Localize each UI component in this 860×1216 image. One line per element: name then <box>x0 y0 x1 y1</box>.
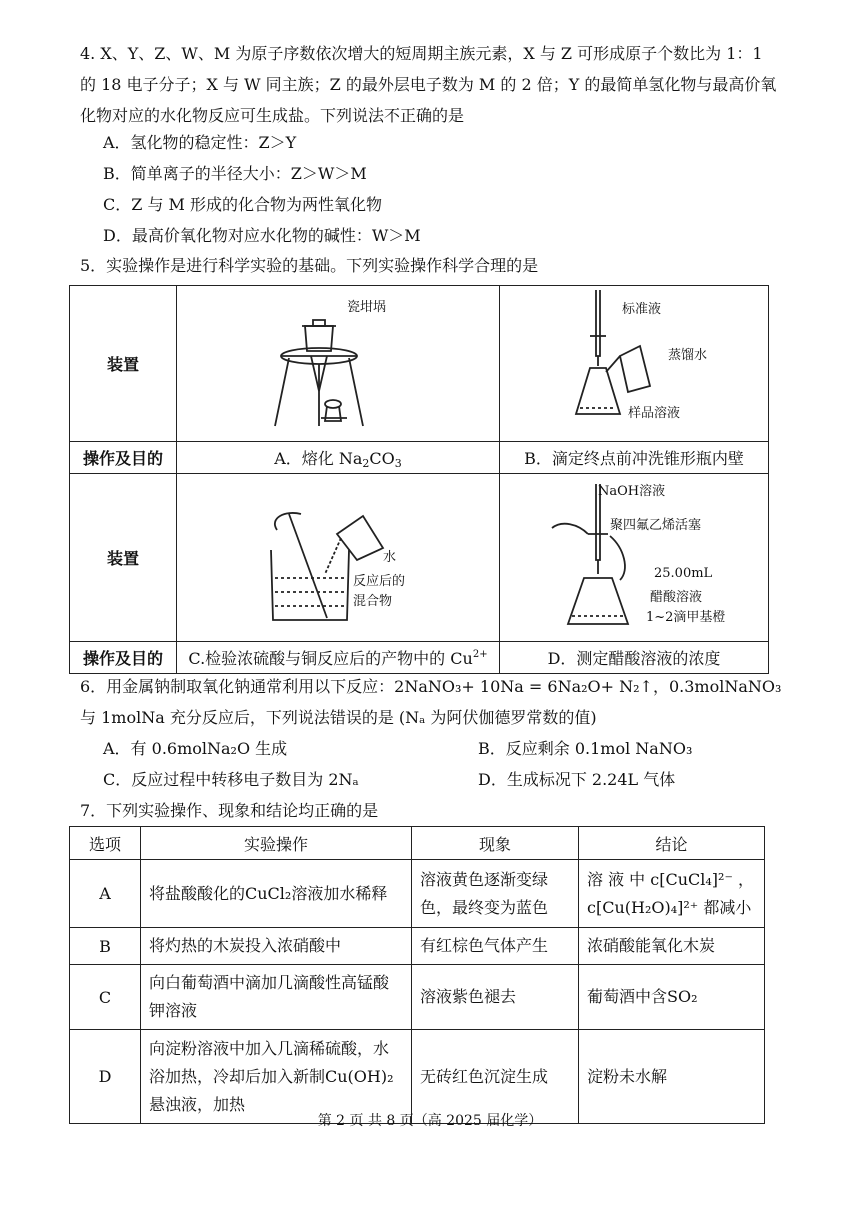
q7-row-operation: 向淀粉溶液中加入几滴稀硫酸，水浴加热，冷却后加入新制Cu(OH)₂悬浊液，加热 <box>149 1038 394 1114</box>
q6-option-a: A．有 0.6molNa₂O 生成 <box>103 739 288 758</box>
q5-device-label-1: 装置 <box>70 286 177 442</box>
methyl-orange-label: 1~2滴甲基橙 <box>646 610 726 625</box>
q5-device-c <box>177 474 500 642</box>
q5-option-d: D．测定醋酸溶液的浓度 <box>500 642 769 674</box>
question-7-stem: 7．下列实验操作、现象和结论均正确的是 <box>80 801 379 820</box>
q7-table <box>69 826 765 1124</box>
q6-option-d: D．生成标况下 2.24L 气体 <box>478 770 676 789</box>
question-4-stem: 4. X、Y、Z、W、M 为原子序数依次增大的短周期主族元素，X 与 Z 可形成原子个数比为 1：1 的 18 电子分子；X 与 W 同主族；Z 的最外层电子数为 M 的 2 倍；Y 的最简单氢化物与最高价氧化物对应的水化物反应可生成盐。下列说法不正确的是 <box>80 44 777 125</box>
q4-option-d: D．最高价氧化物对应水化物的碱性：W＞M <box>103 226 421 245</box>
q7-header-conclusion: 结论 <box>579 827 765 860</box>
q6-option-c: C．反应过程中转移电子数目为 2Nₐ <box>103 770 359 789</box>
table-row <box>70 928 765 965</box>
q5-op-label-1: 操作及目的 <box>70 442 177 474</box>
table-row <box>70 965 765 1030</box>
q5-device-d <box>500 474 769 642</box>
q5-option-b: B．滴定终点前冲洗锥形瓶内壁 <box>500 442 769 474</box>
q7-row-conclusion: 浓硝酸能氧化木炭 <box>587 936 716 955</box>
question-6-stem-line1: 6．用金属钠制取氧化钠通常利用以下反应：2NaNO₃+ 10Na = 6Na₂O+ N₂↑，0.3molNaNO₃ <box>80 677 782 696</box>
question-6-stem-line2: 与 1molNa 充分反应后，下列说法错误的是 (Nₐ 为阿伏伽德罗常数的值) <box>80 708 597 727</box>
question-5-stem: 5．实验操作是进行科学实验的基础。下列实验操作科学合理的是 <box>80 256 539 275</box>
q5-op-label-2: 操作及目的 <box>70 642 177 674</box>
q7-header-phenomenon: 现象 <box>412 827 579 860</box>
beaker-pour-diagram <box>177 474 499 637</box>
q7-row-operation: 将盐酸酸化的CuCl₂溶液加水稀释 <box>149 883 388 903</box>
q7-row-option: B <box>70 928 141 965</box>
acetic-acid-label: 醋酸溶液 <box>650 590 703 605</box>
distilled-water-label: 蒸馏水 <box>668 348 708 363</box>
q7-row-option: D <box>70 1030 141 1124</box>
q5-option-a: A．熔化 $Na_2CO_3$ <box>177 442 500 474</box>
q7-row-conclusion: 溶 液 中 c[CuCl₄]²⁻ ， c[Cu(H₂O)₄]²⁺ 都减小 <box>587 869 754 917</box>
q7-row-phenomenon: 溶液紫色褪去 <box>420 987 517 1006</box>
q7-row-conclusion: 淀粉未水解 <box>587 1066 668 1086</box>
q7-row-option: A <box>70 860 141 928</box>
standard-solution-label: 标准液 <box>622 302 662 317</box>
mixture-label-2: 混合物 <box>353 594 393 609</box>
q7-row-conclusion: 葡萄酒中含SO₂ <box>587 987 698 1006</box>
crucible-label: 瓷坩埚 <box>347 300 387 315</box>
q7-row-option: C <box>70 965 141 1030</box>
table-row <box>70 860 765 928</box>
q7-row-phenomenon: 溶液黄色逐渐变绿色，最终变为蓝色 <box>420 869 549 917</box>
q7-row-phenomenon: 无砖红色沉淀生成 <box>420 1066 549 1086</box>
page-footer: 第 2 页 共 8 页（高 2025 届化学） <box>317 1113 543 1129</box>
volume-label: 25.00mL <box>654 566 713 581</box>
q7-row-phenomenon: 有红棕色气体产生 <box>420 936 549 955</box>
q7-header-operation: 实验操作 <box>141 827 412 860</box>
q7-row-operation: 将灼热的木炭投入浓硝酸中 <box>149 936 342 955</box>
mixture-label-1: 反应后的 <box>353 574 406 589</box>
naoh-label: NaOH溶液 <box>598 484 666 499</box>
water-label: 水 <box>383 550 397 565</box>
q7-row-operation: 向白葡萄酒中滴加几滴酸性高锰酸钾溶液 <box>149 973 390 1020</box>
q6-option-b: B．反应剩余 0.1mol NaNO₃ <box>478 739 693 758</box>
q4-option-b: B．简单离子的半径大小：Z＞W＞M <box>103 164 367 183</box>
q4-option-c: C．Z 与 M 形成的化合物为两性氧化物 <box>103 195 383 214</box>
q5-device-a <box>177 286 500 442</box>
q4-option-a: A．氢化物的稳定性：Z＞Y <box>103 133 297 152</box>
ptfe-stopcock-label: 聚四氟乙烯活塞 <box>610 518 702 533</box>
q7-header-option: 选项 <box>70 827 141 860</box>
q5-apparatus-table <box>69 285 769 674</box>
q5-device-label-2: 装置 <box>70 474 177 642</box>
sample-solution-label: 样品溶液 <box>628 406 681 421</box>
tripod-crucible-diagram <box>177 286 499 437</box>
q5-device-b <box>500 286 769 442</box>
q5-option-c: C.检验浓硫酸与铜反应后的产物中的 $Cu^{2+}$ <box>177 642 500 674</box>
